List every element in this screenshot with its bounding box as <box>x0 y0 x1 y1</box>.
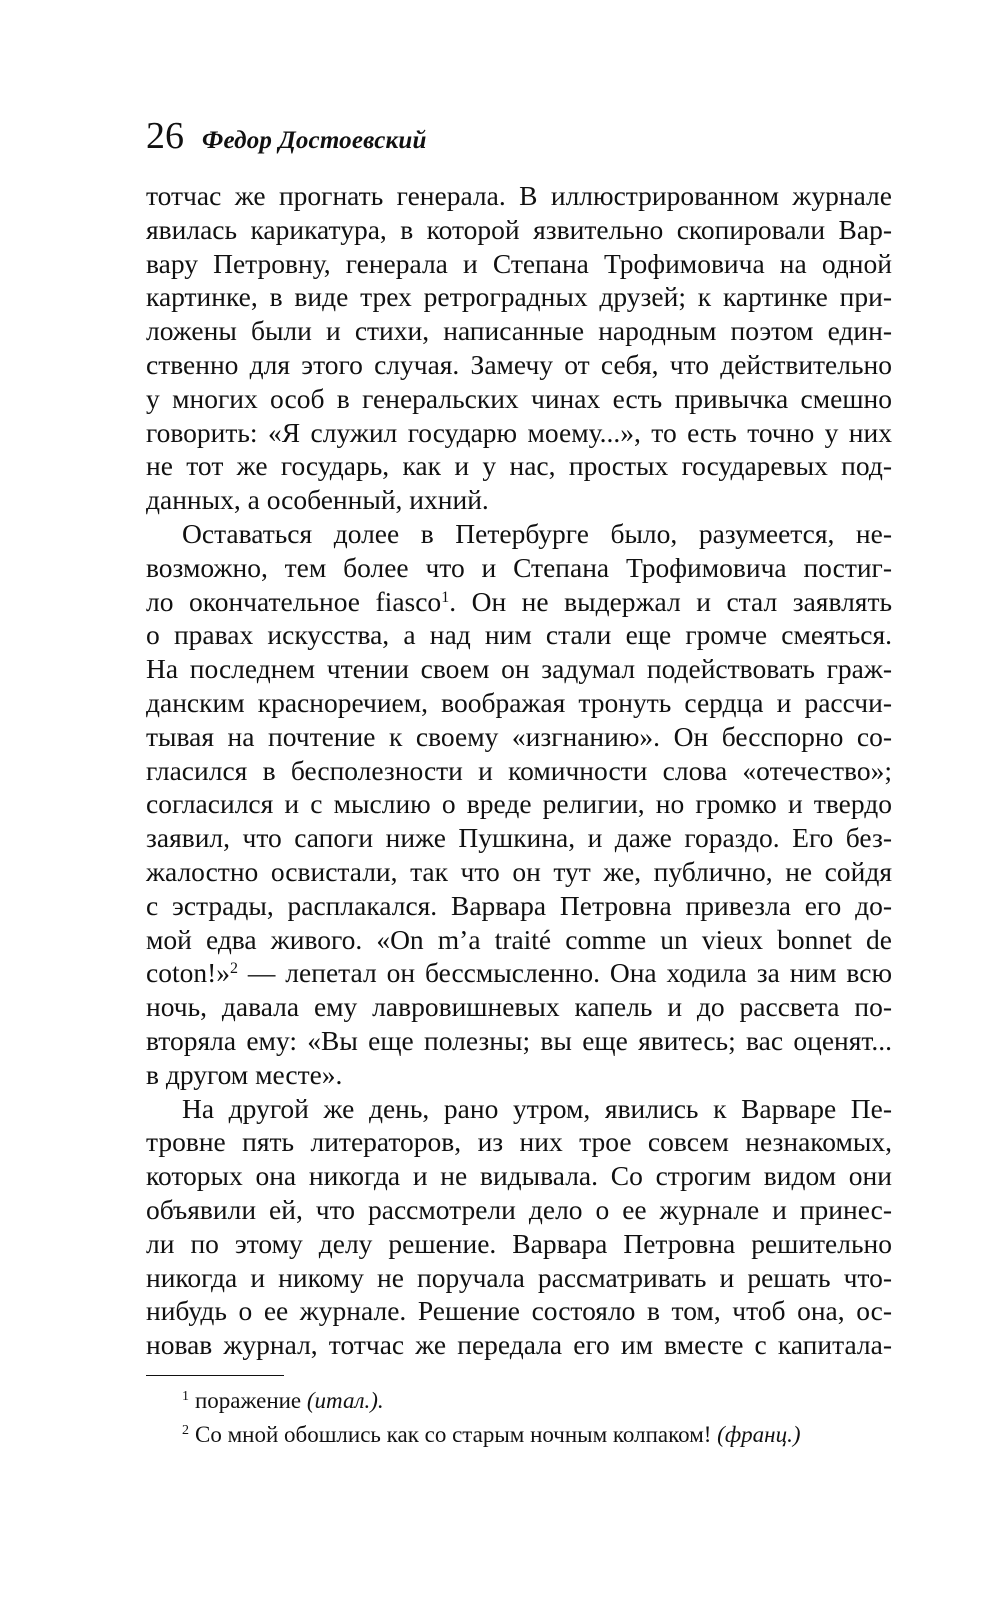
author-name: Федор Достоевский <box>202 127 427 154</box>
page-number: 26 <box>146 115 184 157</box>
text-line: не тот же государь, как и у нас, простых государевых под- <box>146 450 892 482</box>
footnotes <box>146 1384 892 1452</box>
text-line: заявил, что сапоги ниже Пушкина, и даже гораздо. Его без- <box>146 822 892 854</box>
text-line-with-footnote-ref <box>146 585 892 619</box>
text-line: новав журнал, тотчас же передала его им вместе с капитала- <box>146 1329 892 1361</box>
footnote-divider <box>146 1375 284 1376</box>
footnote-mark: 2 <box>182 1423 189 1438</box>
footnote-language: (франц.) <box>717 1422 801 1447</box>
text-line: данским красноречием, воображая тронуть сердца и рассчи- <box>146 686 892 718</box>
paragraph-end-line: в другом месте». <box>146 1058 343 1090</box>
text-line: вторяла ему: «Вы еще полезны; вы еще явитесь; вас оценят... <box>146 1024 892 1056</box>
footnote-ref-1: 1 <box>441 588 450 606</box>
footnote-language: (итал.). <box>306 1388 384 1413</box>
text-line: говорить: «Я служил государю моему...», то есть точно у них <box>146 416 892 448</box>
text-line: никогда и никому не поручала рассматривать и решать что- <box>146 1261 892 1293</box>
text-line: На последнем чтении своем он задумал подействовать граж- <box>146 653 892 685</box>
paragraph-start-line: Оставаться долее в Петербурге было, разумеется, не- <box>182 517 892 549</box>
paragraph-end-line: данных, а особенный, ихний. <box>146 484 489 516</box>
text-line: которых она никогда и не видывала. Со строгим видом они <box>146 1160 892 1192</box>
text-line: согласился и с мыслию о вреде религии, но громко и твердо <box>146 788 892 820</box>
text-line-with-footnote-ref <box>146 956 892 990</box>
text-line: объявили ей, что рассмотрели дело о ее журнале и принес- <box>146 1193 892 1225</box>
text-line: тровне пять литераторов, из них трое совсем незнакомых, <box>146 1126 892 1158</box>
text-line: ложены были и стихи, написанные народным поэтом един- <box>146 315 892 347</box>
footnote-mark: 1 <box>182 1389 189 1404</box>
text-line: ственно для этого случая. Замечу от себя, что действительно <box>146 348 892 380</box>
text-line: мой едва живого. «On m’a traité comme un vieux bonnet de <box>146 923 892 955</box>
footnote-2 <box>146 1418 892 1452</box>
footnote-ref-2: 2 <box>230 960 239 978</box>
paragraph-start-line: На другой же день, рано утром, явились к Варваре Пе- <box>182 1092 892 1124</box>
running-head <box>146 112 427 160</box>
text-line: тотчас же прогнать генерала. В иллюстрированном журнале <box>146 180 892 211</box>
text-line: о правах искусства, а над ним стали еще громче смеяться. <box>146 619 892 651</box>
text-segment: coton!» <box>146 957 231 989</box>
text-line: гласился в бесполезности и комичности слова «отечество»; <box>146 754 892 786</box>
text-segment: ло окончательное fiasco <box>146 585 442 617</box>
footnote-text: Со мной обошлись как со старым ночным колпаком! <box>195 1422 718 1447</box>
footnote-text: поражение <box>195 1388 307 1413</box>
body-text <box>146 179 892 1362</box>
text-segment: . Он не выдержал и стал заявлять <box>449 585 892 617</box>
text-line: вару Петровну, генерала и Степана Трофимовича на одной <box>146 247 892 279</box>
text-segment: — лепетал он бессмысленно. Она ходила за ним всю <box>238 957 892 989</box>
text-line: ночь, давала ему лавровишневых капель и до рассвета по- <box>146 991 892 1023</box>
text-line: жалостно освистали, так что он тут же, публично, не сойдя <box>146 855 892 887</box>
footnote-1 <box>146 1384 892 1418</box>
text-line: картинке, в виде трех ретроградных друзей; к картинке при- <box>146 281 892 313</box>
text-line: с эстрады, расплакался. Варвара Петровна привезла его до- <box>146 889 892 921</box>
text-line: нибудь о ее журнале. Решение состояло в том, чтоб она, ос- <box>146 1295 892 1327</box>
text-line: ли по этому делу решение. Варвара Петровна решительно <box>146 1227 892 1259</box>
text-line: тывая на почтение к своему «изгнанию». Он бесспорно со- <box>146 720 892 752</box>
text-line: возможно, тем более что и Степана Трофимовича постиг- <box>146 551 892 583</box>
text-line: явилась карикатура, в которой язвительно скопировали Вар- <box>146 213 892 245</box>
text-line: у многих особ в генеральских чинах есть привычка смешно <box>146 382 892 414</box>
